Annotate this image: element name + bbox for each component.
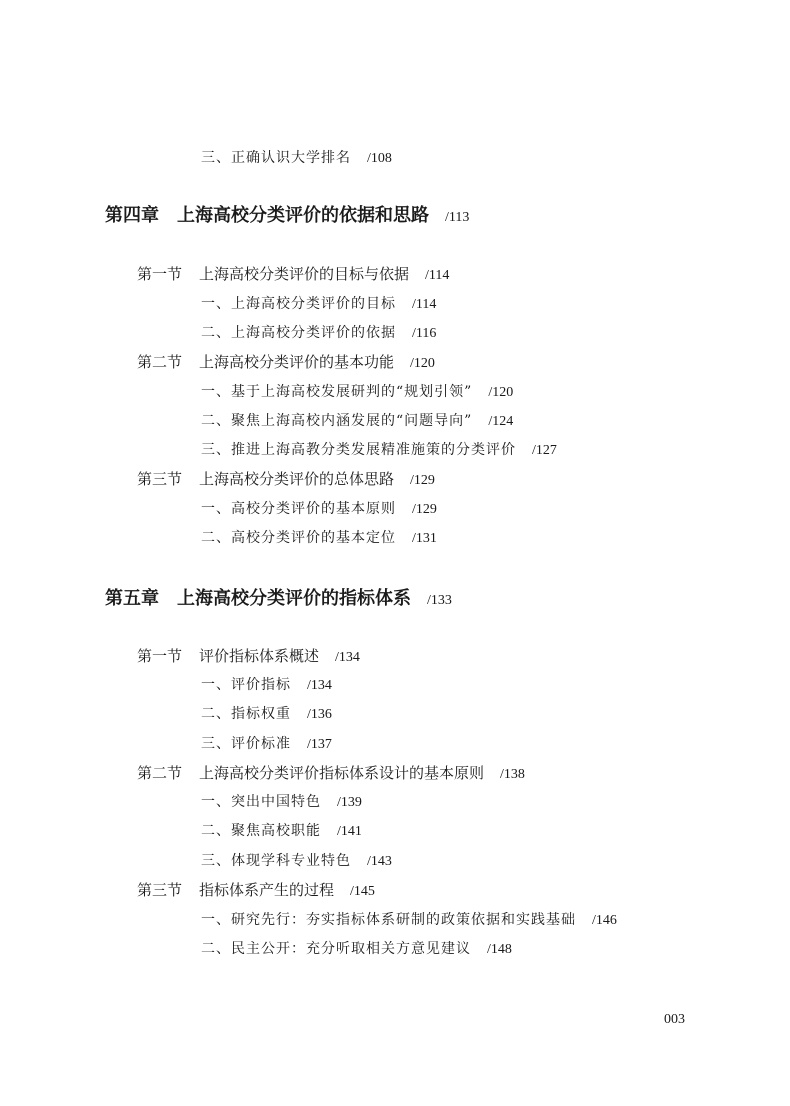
toc-item[interactable]: [201, 385, 513, 400]
page-number: /138: [500, 767, 525, 782]
item-title: 一、上海高校分类评价的目标: [201, 296, 396, 312]
page-number: /116: [412, 326, 437, 341]
toc-item[interactable]: [201, 942, 512, 957]
section-title: 上海高校分类评价的基本功能: [199, 353, 395, 371]
page-number: /129: [412, 502, 437, 517]
toc-item[interactable]: [201, 502, 437, 517]
toc-item[interactable]: [201, 531, 437, 546]
toc-item[interactable]: [201, 297, 436, 312]
toc-item[interactable]: [201, 151, 392, 166]
toc-item[interactable]: [201, 795, 362, 810]
item-title: 三、评价标准: [201, 736, 291, 752]
page-number: /113: [445, 210, 470, 225]
page-number: /139: [337, 795, 362, 810]
page-number: /114: [425, 268, 450, 283]
section-label: 第一节: [137, 265, 183, 283]
section-title: 上海高校分类评价的目标与依据: [199, 265, 410, 283]
item-title: 二、高校分类评价的基本定位: [201, 530, 396, 546]
page-number: /148: [487, 942, 512, 957]
section-label: 第二节: [137, 764, 183, 782]
section-title: 指标体系产生的过程: [199, 881, 335, 899]
item-title: 二、指标权重: [201, 706, 291, 722]
toc-section[interactable]: [137, 766, 525, 782]
page-number: /129: [410, 473, 435, 488]
page-number: /145: [350, 884, 375, 899]
page-number: /124: [488, 414, 514, 429]
toc-chapter-5[interactable]: [105, 590, 452, 608]
toc-section[interactable]: [137, 883, 375, 899]
page-number: /134: [335, 650, 360, 665]
page-folio: 003: [664, 1012, 685, 1027]
page-number: /133: [427, 593, 452, 608]
item-title: 二、聚焦上海高校内涵发展的“问题导向”: [201, 413, 473, 429]
section-title: 上海高校分类评价指标体系设计的基本原则: [199, 764, 485, 782]
page-number: /120: [488, 385, 514, 400]
toc-item[interactable]: [201, 443, 557, 458]
item-title: 一、评价指标: [201, 677, 291, 693]
toc-item[interactable]: [201, 707, 332, 722]
page-number: /141: [337, 824, 362, 839]
toc-item[interactable]: [201, 824, 362, 839]
chapter-label: 第四章: [105, 205, 159, 226]
item-title: 二、聚焦高校职能: [201, 823, 321, 839]
toc-section[interactable]: [137, 649, 360, 665]
section-title: 评价指标体系概述: [199, 647, 320, 665]
page-number: /114: [412, 297, 437, 312]
chapter-title: 上海高校分类评价的依据和思路: [177, 205, 429, 226]
toc-item[interactable]: [201, 737, 332, 752]
toc-item[interactable]: [201, 854, 392, 869]
section-title: 上海高校分类评价的总体思路: [199, 470, 395, 488]
section-label: 第三节: [137, 470, 183, 488]
item-title: 三、正确认识大学排名: [201, 150, 351, 166]
chapter-label: 第五章: [105, 588, 159, 609]
page-number: /127: [532, 443, 557, 458]
page-number: /137: [307, 737, 332, 752]
toc-item[interactable]: [201, 678, 332, 693]
page-number: /136: [307, 707, 332, 722]
section-label: 第一节: [137, 647, 183, 665]
item-title: 二、上海高校分类评价的依据: [201, 325, 396, 341]
item-title: 一、突出中国特色: [201, 794, 321, 810]
item-title: 一、高校分类评价的基本原则: [201, 501, 396, 517]
item-title: 三、体现学科专业特色: [201, 853, 351, 869]
page-number: /143: [367, 854, 392, 869]
toc-item[interactable]: [201, 913, 617, 928]
toc-section[interactable]: [137, 267, 449, 283]
page-number: /108: [367, 151, 392, 166]
toc-item[interactable]: [201, 326, 436, 341]
chapter-title: 上海高校分类评价的指标体系: [177, 588, 411, 609]
page-number: /131: [412, 531, 437, 546]
page-number: /146: [592, 913, 617, 928]
toc-section[interactable]: [137, 355, 435, 371]
toc-chapter-4[interactable]: [105, 207, 469, 225]
toc-section[interactable]: [137, 472, 435, 488]
page-number: /120: [410, 356, 435, 371]
section-label: 第二节: [137, 353, 183, 371]
item-title: 三、推进上海高教分类发展精准施策的分类评价: [201, 442, 516, 458]
item-title: 一、研究先行：夯实指标体系研制的政策依据和实践基础: [201, 912, 576, 928]
toc-item[interactable]: [201, 414, 513, 429]
page-number: /134: [307, 678, 332, 693]
item-title: 一、基于上海高校发展研判的“规划引领”: [201, 384, 473, 400]
section-label: 第三节: [137, 881, 183, 899]
item-title: 二、民主公开：充分听取相关方意见建议: [201, 941, 471, 957]
